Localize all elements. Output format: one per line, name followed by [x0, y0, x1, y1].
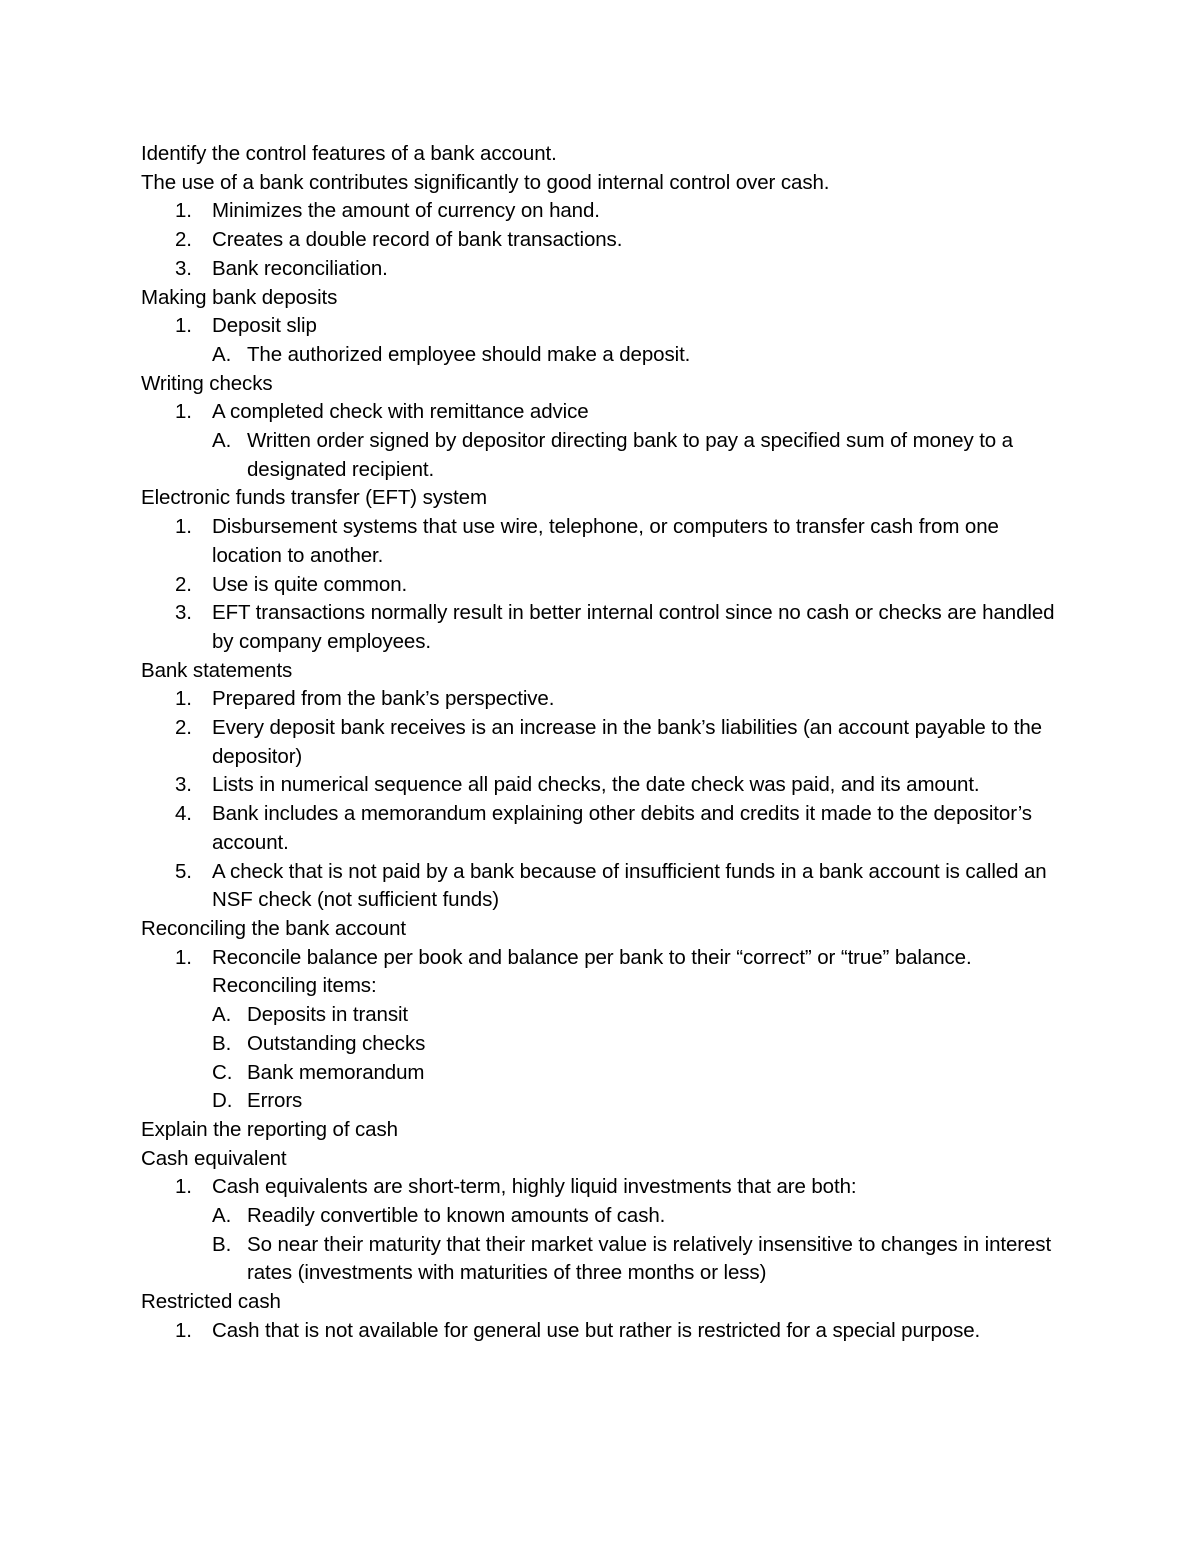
line-text: Deposit slip: [212, 314, 317, 338]
line-text: A check that is not paid by a bank because of insufficient funds in a bank account is called an NSF check (not sufficient funds): [212, 859, 1047, 912]
list-marker: 4.: [175, 802, 192, 826]
list-marker: 1.: [175, 515, 192, 539]
list-item: [141, 255, 1061, 284]
sub-list-item: [141, 427, 1061, 484]
list-marker: 2.: [175, 716, 192, 740]
line-text: Explain the reporting of cash: [141, 1117, 398, 1141]
section-heading: [141, 140, 1061, 169]
list-item: [141, 398, 1061, 427]
list-item: [141, 513, 1061, 570]
line-text: Cash equivalents are short-term, highly liquid investments that are both:: [212, 1175, 857, 1199]
line-text: Minimizes the amount of currency on hand.: [212, 199, 600, 223]
line-text: EFT transactions normally result in better internal control since no cash or checks are handled by company employees.: [212, 601, 1055, 653]
line-text: Disbursement systems that use wire, telephone, or computers to transfer cash from one location to another.: [212, 515, 999, 567]
list-item: [141, 226, 1061, 255]
list-marker: A.: [212, 1204, 232, 1228]
section-heading: [141, 1288, 1061, 1317]
list-item: [141, 599, 1061, 656]
list-item: [141, 771, 1061, 800]
section-heading: [141, 169, 1061, 198]
line-text: Lists in numerical sequence all paid checks, the date check was paid, and its amount.: [212, 773, 980, 797]
line-text: Writing checks: [141, 371, 273, 395]
line-text: Cash equivalent: [141, 1146, 287, 1170]
line-text: Bank includes a memorandum explaining other debits and credits it made to the depositor’s account.: [212, 802, 1032, 854]
sub-list-item: [141, 1030, 1061, 1059]
list-marker: 1.: [175, 1175, 192, 1199]
list-item: [141, 944, 1061, 1001]
line-text: A completed check with remittance advice: [212, 400, 589, 424]
line-text: Bank reconciliation.: [212, 256, 388, 280]
line-text: The use of a bank contributes significantly to good internal control over cash.: [141, 170, 830, 194]
document-body: [141, 140, 1061, 1346]
list-marker: 1.: [175, 687, 192, 711]
list-marker: 3.: [175, 601, 192, 625]
line-text: Deposits in transit: [247, 1003, 409, 1027]
section-heading: [141, 657, 1061, 686]
line-text: Reconcile balance per book and balance per bank to their “correct” or “true” balance. Reconciling items:: [212, 945, 972, 998]
section-heading: [141, 1116, 1061, 1145]
list-marker: A.: [212, 1003, 232, 1027]
line-text: Prepared from the bank’s perspective.: [212, 687, 555, 711]
list-marker: A.: [212, 342, 232, 366]
sub-list-item: [141, 1059, 1061, 1088]
line-text: Electronic funds transfer (EFT) system: [141, 486, 487, 510]
sub-list-item: [141, 1231, 1061, 1288]
line-text: Errors: [247, 1089, 303, 1113]
list-item: [141, 714, 1061, 771]
list-marker: 1.: [175, 945, 192, 969]
section-heading: [141, 284, 1061, 313]
line-text: Cash that is not available for general use but rather is restricted for a special purpose.: [212, 1318, 981, 1342]
list-item: [141, 1317, 1061, 1346]
sub-list-item: [141, 341, 1061, 370]
line-text: Outstanding checks: [247, 1031, 426, 1055]
list-marker: 1.: [175, 314, 192, 338]
list-item: [141, 312, 1061, 341]
list-marker: 3.: [175, 773, 192, 797]
line-text: Making bank deposits: [141, 285, 338, 309]
list-item: [141, 685, 1061, 714]
list-marker: 1.: [175, 199, 192, 223]
list-marker: B.: [212, 1031, 232, 1055]
list-marker: D.: [212, 1089, 233, 1113]
list-item: [141, 571, 1061, 600]
list-item: [141, 800, 1061, 857]
line-text: Readily convertible to known amounts of cash.: [247, 1204, 666, 1228]
sub-list-item: [141, 1001, 1061, 1030]
list-item: [141, 858, 1061, 915]
sub-list-item: [141, 1087, 1061, 1116]
list-marker: 2.: [175, 572, 192, 596]
list-marker: B.: [212, 1232, 232, 1256]
line-text: The authorized employee should make a deposit.: [247, 342, 691, 366]
line-text: Bank statements: [141, 658, 293, 682]
list-item: [141, 197, 1061, 226]
line-text: Restricted cash: [141, 1290, 281, 1314]
list-marker: 2.: [175, 228, 192, 252]
line-text: Creates a double record of bank transactions.: [212, 228, 623, 252]
line-text: Every deposit bank receives is an increase in the bank’s liabilities (an account payable to the depositor): [212, 716, 1042, 768]
line-text: Written order signed by depositor directing bank to pay a specified sum of money to a designated recipient.: [247, 429, 1013, 481]
list-marker: 1.: [175, 1318, 192, 1342]
line-text: Bank memorandum: [247, 1060, 425, 1084]
sub-list-item: [141, 1202, 1061, 1231]
list-marker: A.: [212, 429, 232, 453]
line-text: Identify the control features of a bank account.: [141, 142, 557, 165]
line-text: So near their maturity that their market value is relatively insensitive to changes in interest rates (investments with maturities of three months or less): [247, 1232, 1052, 1285]
line-text: Use is quite common.: [212, 572, 408, 596]
section-heading: [141, 915, 1061, 944]
list-marker: C.: [212, 1060, 233, 1084]
section-heading: [141, 370, 1061, 399]
list-marker: 3.: [175, 256, 192, 280]
line-text: Reconciling the bank account: [141, 916, 407, 940]
section-heading: [141, 1145, 1061, 1174]
section-heading: [141, 484, 1061, 513]
list-marker: 1.: [175, 400, 192, 424]
list-marker: 5.: [175, 859, 192, 883]
list-item: [141, 1173, 1061, 1202]
